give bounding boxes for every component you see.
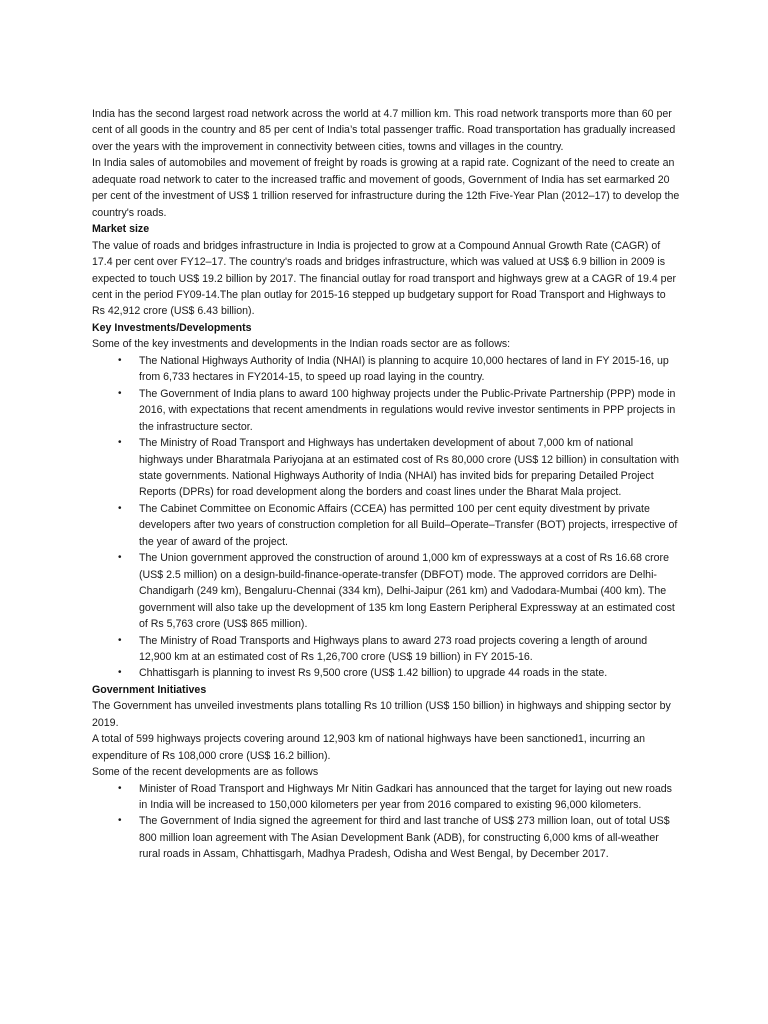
list-item-text: The Government of India signed the agreement for third and last tranche of US$ 273 million loan, out of total US$ 800 million loan agreement with The Asian Development Bank (ADB), for constructing 6,000 kms of all-weather rural roads in Assam, Chhattisgarh, Madhya Pradesh, Odisha and West Bengal, by December 2017.: [139, 815, 670, 861]
list-item: [92, 665, 680, 681]
bullet-icon: •: [118, 815, 122, 827]
key-investments-intro: Some of the key investments and developments in the Indian roads sector are as follows:: [92, 338, 511, 351]
list-item-text: The Ministry of Road Transports and Highways plans to award 273 road projects covering a length of around 12,900 km at an estimated cost of Rs 1,26,700 crore (US$ 19 billion) in FY 2015-16.: [139, 634, 648, 663]
list-item: [92, 386, 680, 435]
list-item-text: The Ministry of Road Transport and Highways has undertaken development of about 7,000 km of national highways under Bharatmala Pariyojana at an estimated cost of Rs 80,000 crore (US$ 12 billion) in consultation with state governments. National Highways Authority of India (NHAI) has invited bids for preparing Detailed Project Reports (DPRs) for road development along the borders and coast lines under the Bharat Mala project.: [139, 437, 679, 499]
government-initiatives-paragraph-3: Some of the recent developments are as follows: [92, 766, 319, 779]
list-item: [92, 353, 680, 386]
list-item-text: The Government of India plans to award 100 highway projects under the Public-Private Partnership (PPP) mode in 2016, with expectations that recent amendments in regulations would revive investor sentiments in PPP projects in the infrastructure sector.: [139, 387, 676, 433]
bullet-icon: •: [118, 552, 122, 564]
market-size-paragraph: The value of roads and bridges infrastructure in India is projected to grow at a Compound Annual Growth Rate (CAGR) of 17.4 per cent over FY12–17. The country's roads and bridges infrastructure, which was valued at US$ 6.9 billion in 2009 is expected to touch US$ 19.2 billion by 2017. The financial outlay for road transport and highways grew at a CAGR of 19.4 per cent in the period FY09-14.The plan outlay for 2015-16 stepped up budgetary support for Road Transport and Highways to Rs 42,912 crore (US$ 6.43 billion).: [92, 239, 676, 318]
list-item: [92, 633, 680, 666]
government-initiatives-paragraph-1: The Government has unveiled investments plans totalling Rs 10 trillion (US$ 150 billion) in highways and shipping sector by 2019.: [92, 700, 671, 729]
intro-paragraph-2: In India sales of automobiles and movement of freight by roads is growing at a rapid rate. Cognizant of the need to create an adequate road network to cater to the increased traffic and movement of goods, Government of India has set earmarked 20 per cent of the investment of US$ 1 trillion reserved for infrastructure during the 12th Five-Year Plan (2012–17) to develop the country's roads.: [92, 157, 680, 219]
list-item-text: The Cabinet Committee on Economic Affairs (CCEA) has permitted 100 per cent equity divestment by private developers after two years of construction completion for all Build–Operate–Transfer (BOT) projects, irrespective of the year of award of the project.: [139, 502, 678, 548]
key-investments-list: [92, 353, 680, 682]
list-item: [92, 435, 680, 501]
bullet-icon: •: [118, 667, 122, 679]
bullet-icon: •: [118, 437, 122, 449]
list-item: [92, 781, 680, 814]
list-item: [92, 813, 680, 862]
list-item-text: Chhattisgarh is planning to invest Rs 9,500 crore (US$ 1.42 billion) to upgrade 44 roads in the state.: [139, 667, 608, 680]
list-item: [92, 501, 680, 550]
government-initiatives-heading: Government Initiatives: [92, 683, 207, 696]
government-initiatives-paragraph-2: A total of 599 highways projects covering around 12,903 km of national highways have been sanctioned1, incurring an expenditure of Rs 108,000 crore (US$ 16.2 billion).: [92, 733, 645, 762]
list-item-text: Minister of Road Transport and Highways Mr Nitin Gadkari has announced that the target for laying out new roads in India will be increased to 150,000 kilometers per year from 2016 compared to existing 96,000 kilometers.: [139, 782, 672, 812]
document-page: [92, 106, 680, 863]
market-size-heading: Market size: [92, 223, 150, 236]
intro-paragraph-1: India has the second largest road network across the world at 4.7 million km. This road network transports more than 60 per cent of all goods in the country and 85 per cent of India’s total passenger traffic. Road transportation has gradually increased over the years with the improvement in connectivity between cities, towns and villages in the country.: [92, 108, 676, 153]
list-item: [92, 550, 680, 632]
government-initiatives-list: [92, 781, 680, 863]
bullet-icon: •: [118, 634, 122, 646]
list-item-text: The Union government approved the construction of around 1,000 km of expressways at a cost of Rs 16.68 crore (US$ 2.5 million) on a design-build-finance-operate-transfer (DBFOT) mode. The approved corridors are Delhi-Chandigarh (249 km), Bengaluru-Chennai (334 km), Delhi-Jaipur (261 km) and Vadodara-Mumbai (400 km). The government will also take up the development of 135 km long Eastern Peripheral Expressway at an estimated cost of Rs 5,763 crore (US$ 865 million).: [139, 552, 675, 631]
key-investments-heading: Key Investments/Developments: [92, 321, 252, 334]
bullet-icon: •: [118, 782, 122, 794]
bullet-icon: •: [118, 502, 122, 514]
bullet-icon: •: [118, 387, 122, 399]
list-item-text: The National Highways Authority of India (NHAI) is planning to acquire 10,000 hectares of land in FY 2015-16, up from 6,733 hectares in FY2014-15, to speed up road laying in the country.: [139, 354, 669, 384]
bullet-icon: •: [118, 354, 122, 366]
